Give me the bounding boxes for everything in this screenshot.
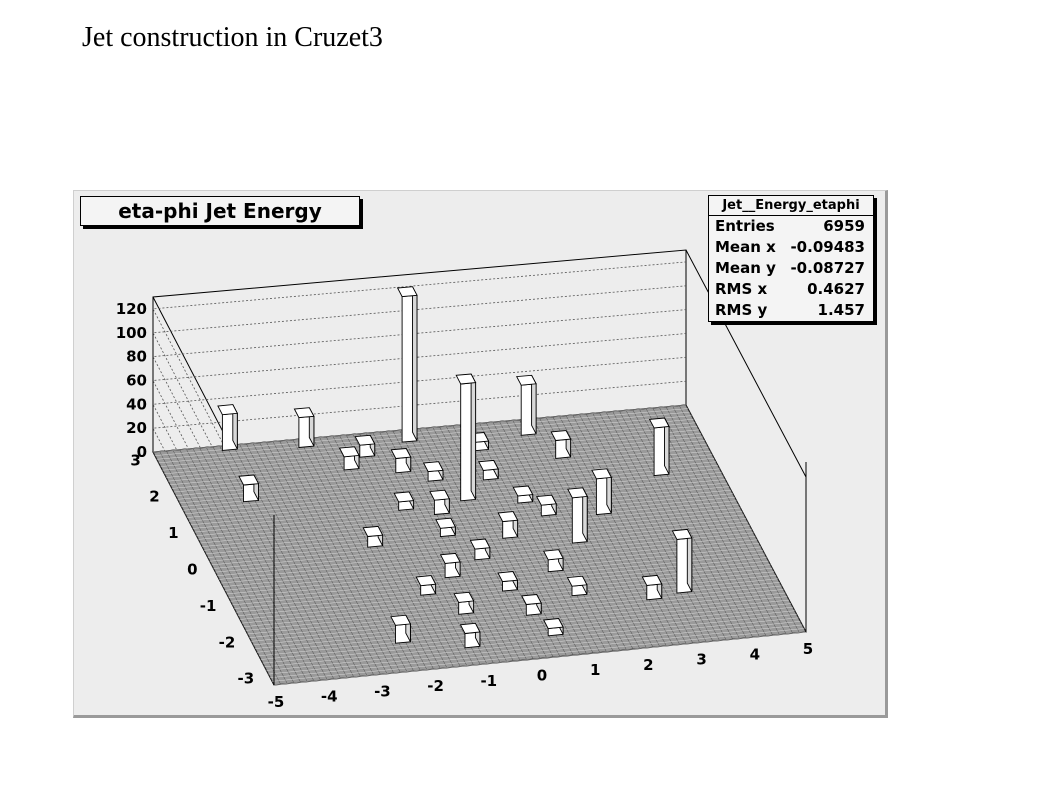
y-tick-label: 2 [149, 487, 160, 506]
z-tick-label: 120 [115, 299, 147, 318]
bar-side-face [413, 287, 418, 441]
x-tick-label: 5 [802, 640, 814, 658]
stats-value: 0.4627 [807, 280, 865, 298]
y-tick-label: -2 [218, 633, 236, 652]
stats-label: RMS x [715, 280, 768, 298]
x-tick-label: -3 [374, 682, 391, 701]
stats-row-mean-y [709, 258, 873, 279]
stats-value: 6959 [823, 217, 865, 235]
stats-row-rms-x [709, 279, 873, 300]
y-tick-label: -3 [237, 669, 255, 688]
histogram-title: eta-phi Jet Energy [80, 196, 360, 226]
bar-top-face [456, 374, 475, 384]
x-tick-label: -1 [480, 671, 498, 690]
stats-row-mean-x [709, 237, 873, 258]
z-tick-label: 80 [126, 347, 147, 366]
stats-histogram-name: Jet__Energy_etaphi [709, 196, 873, 216]
x-tick-label: -2 [427, 677, 444, 696]
bar-top-face [294, 408, 314, 418]
stats-value: -0.09483 [790, 238, 865, 256]
stats-value: -0.08727 [790, 259, 865, 277]
stats-label: Mean x [715, 238, 776, 256]
x-tick-label: -5 [267, 693, 285, 711]
y-tick-label: -1 [199, 596, 217, 615]
stats-row-entries [709, 216, 873, 237]
bar-top-face [398, 287, 417, 297]
x-tick-label: 1 [589, 661, 601, 680]
stats-row-rms-y [709, 300, 873, 321]
stats-box [708, 195, 874, 322]
stats-label: Entries [715, 217, 775, 235]
x-tick-label: -4 [320, 687, 338, 706]
x-tick-label: 0 [536, 666, 548, 685]
slide-title: Jet construction in Cruzet3 [82, 22, 383, 53]
stats-label: RMS y [715, 301, 768, 319]
x-tick-label: 2 [643, 655, 654, 674]
stats-label: Mean y [715, 259, 776, 277]
x-tick-label: 3 [696, 650, 707, 669]
y-tick-label: 1 [168, 524, 179, 543]
x-tick-label: 4 [749, 645, 761, 664]
bar-top-face [517, 375, 536, 385]
z-tick-label: 40 [126, 395, 147, 414]
y-tick-label: 3 [130, 451, 141, 470]
z-tick-label: 20 [126, 419, 147, 438]
y-tick-label: 0 [187, 560, 198, 579]
z-tick-label: 100 [115, 323, 147, 342]
bar-top-face [218, 405, 237, 415]
z-tick-label: 60 [126, 371, 147, 390]
bar-side-face [471, 374, 476, 499]
stats-value: 1.457 [817, 301, 865, 319]
z-tick-label: 0 [136, 443, 147, 461]
